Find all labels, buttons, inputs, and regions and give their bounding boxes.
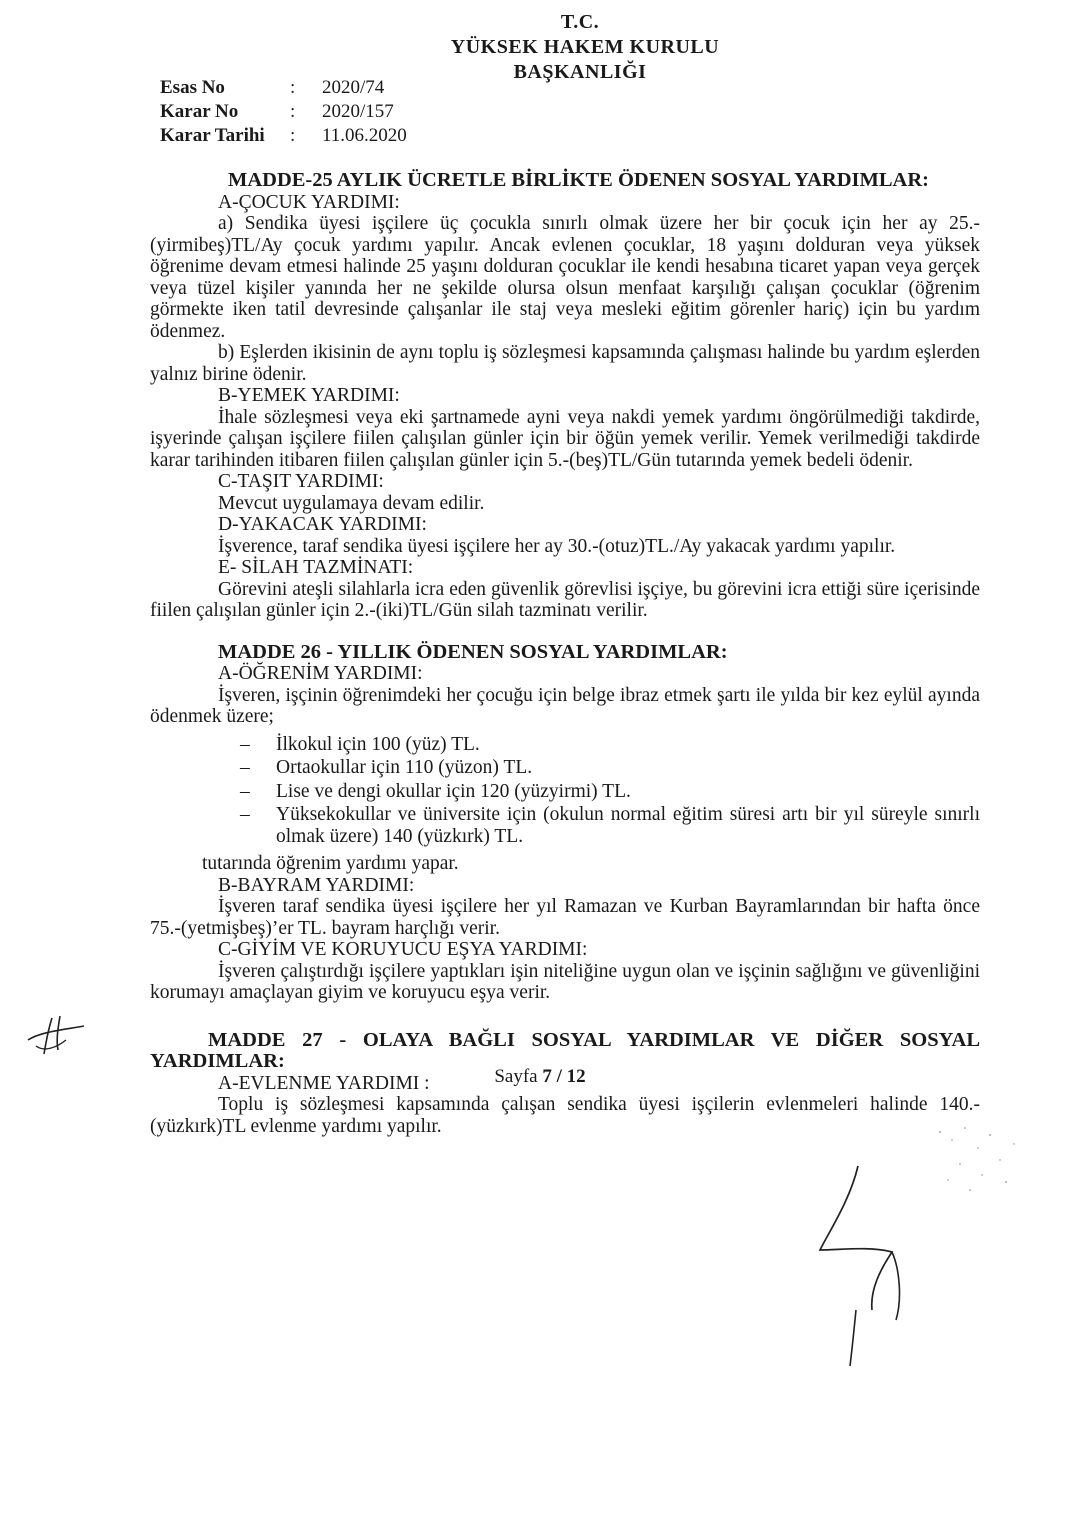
esas-label: Esas No bbox=[160, 77, 225, 98]
institution-header bbox=[430, 10, 730, 85]
list-item-text: Yüksekokullar ve üniversite için (okulun normal eğitim süresi artı bir yıl süreyle sınırlı olmak üzere) 140 (yüzkırk) TL. bbox=[276, 804, 980, 847]
colon: : bbox=[290, 101, 296, 122]
ogrenim-yardimi-closing: tutarında öğrenim yardımı yapar. bbox=[202, 853, 459, 874]
list-item bbox=[240, 757, 980, 779]
esas-row bbox=[160, 76, 407, 100]
karar-label: Karar No bbox=[160, 101, 239, 122]
page-prefix: Sayfa bbox=[494, 1066, 543, 1087]
handwritten-initials-left bbox=[22, 1010, 92, 1060]
dash-marker: – bbox=[240, 757, 250, 778]
tasit-yardimi-title: C-TAŞIT YARDIMI: bbox=[218, 471, 384, 492]
silah-tazminati-title: E- SİLAH TAZMİNATI: bbox=[218, 557, 414, 578]
evlenme-yardimi-paragraph: Toplu iş sözleşmesi kapsamında çalışan sendika üyesi işçilerin evlenmeleri halinde 140.-(yüzkırk)TL evlenme yardımı yapılır. bbox=[150, 1094, 980, 1137]
ogrenim-yardimi-paragraph: İşveren, işçinin öğrenimdeki her çocuğu için belge ibraz etmek şartı ile yılda bir kez eylül ayında ödenmek üzere; bbox=[150, 684, 980, 727]
scan-noise bbox=[930, 1120, 1020, 1200]
ogrenim-yardimi-title: A-ÖĞRENİM YARDIMI: bbox=[218, 663, 423, 684]
yakacak-yardimi-paragraph: İşverence, taraf sendika üyesi işçilere her ay 30.-(otuz)TL./Ay yakacak yardımı yapılır. bbox=[218, 535, 896, 557]
tasit-yardimi-paragraph: Mevcut uygulamaya devam edilir. bbox=[218, 492, 485, 514]
evlenme-yardimi-title: A-EVLENME YARDIMI : bbox=[218, 1072, 430, 1094]
colon: : bbox=[290, 125, 296, 146]
madde-27-title: MADDE 27 - OLAYA BAĞLI SOSYAL YARDIMLAR VE DİĞER SOSYAL YARDIMLAR: bbox=[150, 1028, 980, 1072]
madde-26-title: MADDE 26 - YILLIK ÖDENEN SOSYAL YARDIMLAR: bbox=[218, 640, 728, 663]
document-body bbox=[150, 170, 980, 1137]
list-item bbox=[240, 734, 980, 756]
tarih-label: Karar Tarihi bbox=[160, 125, 265, 146]
ogrenim-amount-list bbox=[150, 734, 980, 848]
dash-marker: – bbox=[240, 804, 250, 825]
yemek-yardimi-paragraph: İhale sözleşmesi veya eki şartnamede ayni veya nakdi yemek yardımı öngörülmediği takdirde, işyerinde çalışan işçilere fiilen çalışılan günler için bir öğün yemek verilir. Yemek verilmediği takdirde karar tarihinden itibaren fiilen çalışılan günler için 5.-(beş)TL/Gün tutarında yemek bedeli ödenir. bbox=[150, 406, 980, 471]
list-item bbox=[240, 804, 980, 847]
page-number bbox=[0, 1066, 1080, 1088]
karar-row bbox=[160, 100, 407, 124]
header-line-tc: T.C. bbox=[560, 11, 600, 33]
cocuk-yardimi-title: A-ÇOCUK YARDIMI: bbox=[218, 191, 400, 213]
cocuk-yardimi-paragraph-b: b) Eşlerden ikisinin de aynı toplu iş sözleşmesi kapsamında çalışması halinde bu yardım eşlerden yalnız birine ödenir. bbox=[150, 342, 980, 385]
cocuk-yardimi-paragraph-a: a) Sendika üyesi işçilere üç çocukla sınırlı olmak üzere her bir çocuk için her ay 25.-(yirmibeş)TL/Ay çocuk yardımı yapılır. Ancak evlenen çocuklar, 18 yaşını dolduran veya yüksek öğrenime devam etmesi halinde 25 yaşını dolduran çocuklar ile kendi hesabına ticaret yapan veya gerçek veya tüzel kişiler yanında her ne şekilde olursa olsun menfaat karşılığı çalışan çocuklar (öğrenim görmekte iken tatil devresinde çalışanlar ile staj veya mesleki eğitim görenler hariç) için bu yardım ödenmez. bbox=[150, 213, 980, 342]
giyim-yardimi-paragraph: İşveren çalıştırdığı işçilere yaptıkları işin niteliğine uygun olan ve işçinin sağlığını ve güvenliğini korumayı amaçlayan giyim ve koruyucu eşya verir. bbox=[150, 960, 980, 1003]
list-item bbox=[240, 781, 980, 803]
header-line-kurul: YÜKSEK HAKEM KURULU bbox=[450, 36, 720, 58]
silah-tazminati-paragraph: Görevini ateşli silahlarla icra eden güvenlik görevlisi işçiye, bu görevini icra ettiği süre içerisinde fiilen çalışılan günler için 2.-(iki)TL/Gün silah tazminatı verilir. bbox=[150, 578, 980, 621]
dash-marker: – bbox=[240, 780, 250, 802]
giyim-yardimi-title: C-GİYİM VE KORUYUCU EŞYA YARDIMI: bbox=[218, 939, 588, 960]
dash-marker: – bbox=[240, 733, 250, 755]
list-item-text: Ortaokullar için 110 (yüzon) TL. bbox=[276, 757, 533, 778]
page-value: 7 / 12 bbox=[542, 1066, 586, 1087]
bayram-yardimi-paragraph: İşveren taraf sendika üyesi işçilere her yıl Ramazan ve Kurban Bayramlarından bir hafta önce 75.-(yetmişbeş)’er TL. bayram harçlığı verir. bbox=[150, 896, 980, 939]
colon: : bbox=[290, 77, 296, 98]
header-line-baskanlik: BAŞKANLIĞI bbox=[513, 61, 647, 83]
list-item-text: Lise ve dengi okullar için 120 (yüzyirmi) TL. bbox=[276, 780, 631, 802]
esas-value: 2020/74 bbox=[322, 77, 385, 98]
tarih-row bbox=[160, 124, 407, 148]
case-metadata bbox=[160, 76, 407, 148]
handwritten-signature-right bbox=[810, 1160, 910, 1370]
karar-value: 2020/157 bbox=[322, 101, 394, 122]
yemek-yardimi-title: B-YEMEK YARDIMI: bbox=[218, 385, 400, 406]
list-item-text: İlkokul için 100 (yüz) TL. bbox=[276, 733, 480, 755]
madde-25-title: MADDE-25 AYLIK ÜCRETLE BİRLİKTE ÖDENEN SOSYAL YARDIMLAR: bbox=[228, 169, 929, 191]
yakacak-yardimi-title: D-YAKACAK YARDIMI: bbox=[218, 514, 427, 535]
tarih-value: 11.06.2020 bbox=[322, 125, 407, 146]
bayram-yardimi-title: B-BAYRAM YARDIMI: bbox=[218, 874, 415, 896]
